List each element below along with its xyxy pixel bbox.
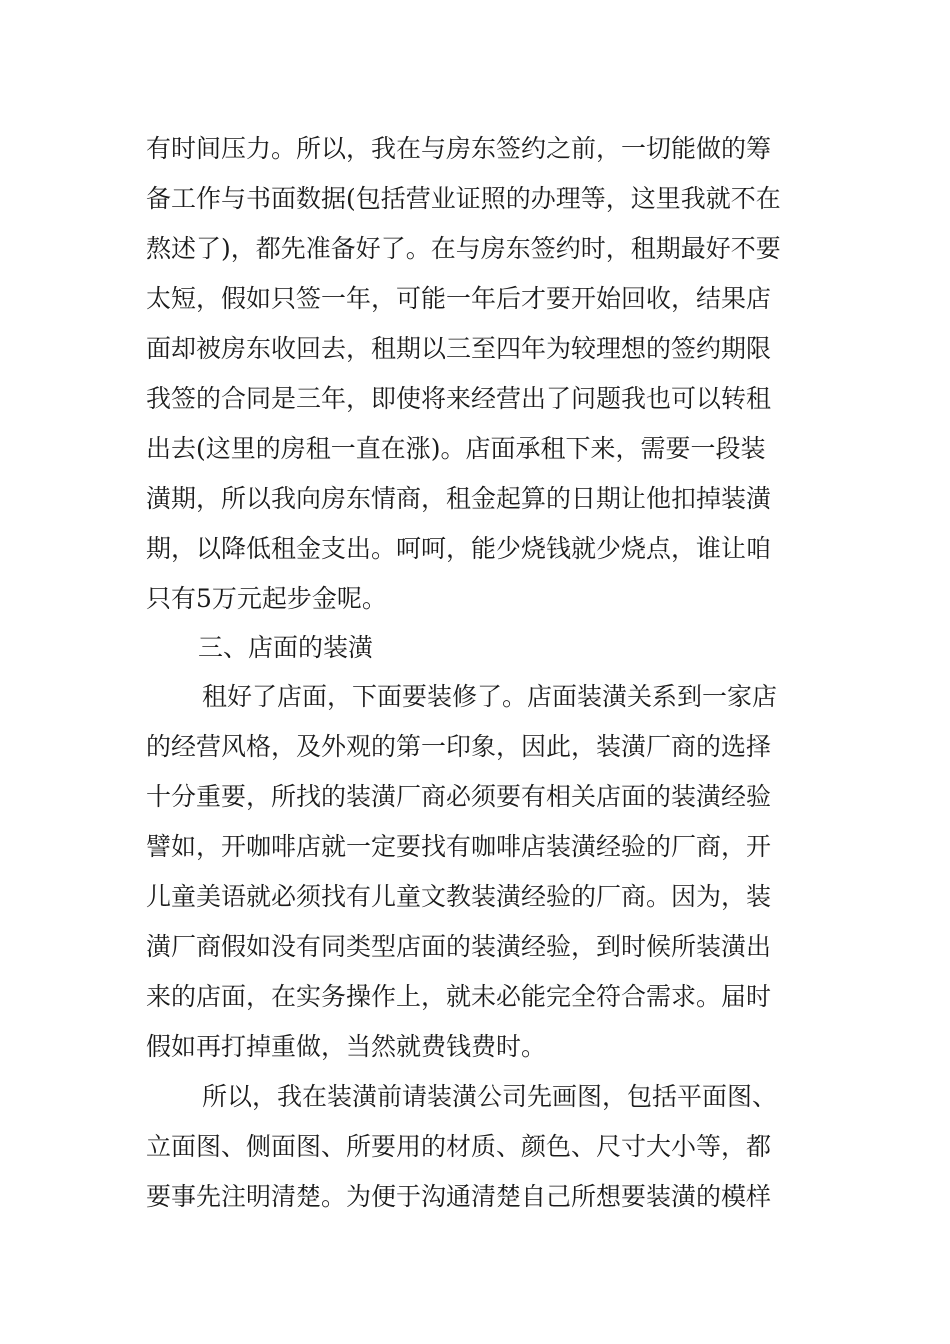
paragraph-line: 面却被房东收回去，租期以三至四年为较理想的签约期限 [146,334,772,363]
paragraph-line: 的经营风格，及外观的第一印象，因此，装潢厂商的选择 [146,732,772,761]
paragraph-line: 租好了店面，下面要装修了。店面装潢关系到一家店 [202,682,778,711]
paragraph-line: 期，以降低租金支出。呵呵，能少烧钱就少烧点，谁让咱 [146,534,772,563]
paragraph-line: 太短，假如只签一年，可能一年后才要开始回收，结果店 [146,284,772,313]
paragraph-line: 譬如，开咖啡店就一定要找有咖啡店装潢经验的厂商，开 [146,832,772,861]
paragraph-line: 只有5万元起步金呢。 [146,584,387,613]
paragraph-line: 来的店面，在实务操作上，就未必能完全符合需求。届时 [146,982,772,1011]
paragraph-line: 有时间压力。所以，我在与房东签约之前，一切能做的筹 [146,134,772,163]
paragraph-line: 我签的合同是三年，即使将来经营出了问题我也可以转租 [146,384,772,413]
paragraph-line: 十分重要，所找的装潢厂商必须要有相关店面的装潢经验 [146,782,772,811]
section-heading: 三、店面的装潢 [198,633,374,662]
paragraph-line: 备工作与书面数据(包括营业证照的办理等，这里我就不在 [146,184,781,213]
paragraph-line: 儿童美语就必须找有儿童文教装潢经验的厂商。因为，装 [146,882,772,911]
paragraph-line: 熬述了)，都先准备好了。在与房东签约时，租期最好不要 [146,234,781,263]
paragraph-line: 潢厂商假如没有同类型店面的装潢经验，到时候所装潢出 [146,932,772,961]
paragraph-line: 立面图、侧面图、所要用的材质、颜色、尺寸大小等，都 [146,1132,772,1161]
paragraph-line: 所以，我在装潢前请装潢公司先画图，包括平面图、 [202,1082,778,1111]
paragraph-line: 潢期，所以我向房东情商，租金起算的日期让他扣掉装潢 [146,484,772,513]
paragraph-line: 要事先注明清楚。为便于沟通清楚自己所想要装潢的模样 [146,1182,772,1211]
paragraph-line: 出去(这里的房租一直在涨)。店面承租下来，需要一段装 [146,434,766,463]
paragraph-line: 假如再打掉重做，当然就费钱费时。 [146,1032,547,1061]
